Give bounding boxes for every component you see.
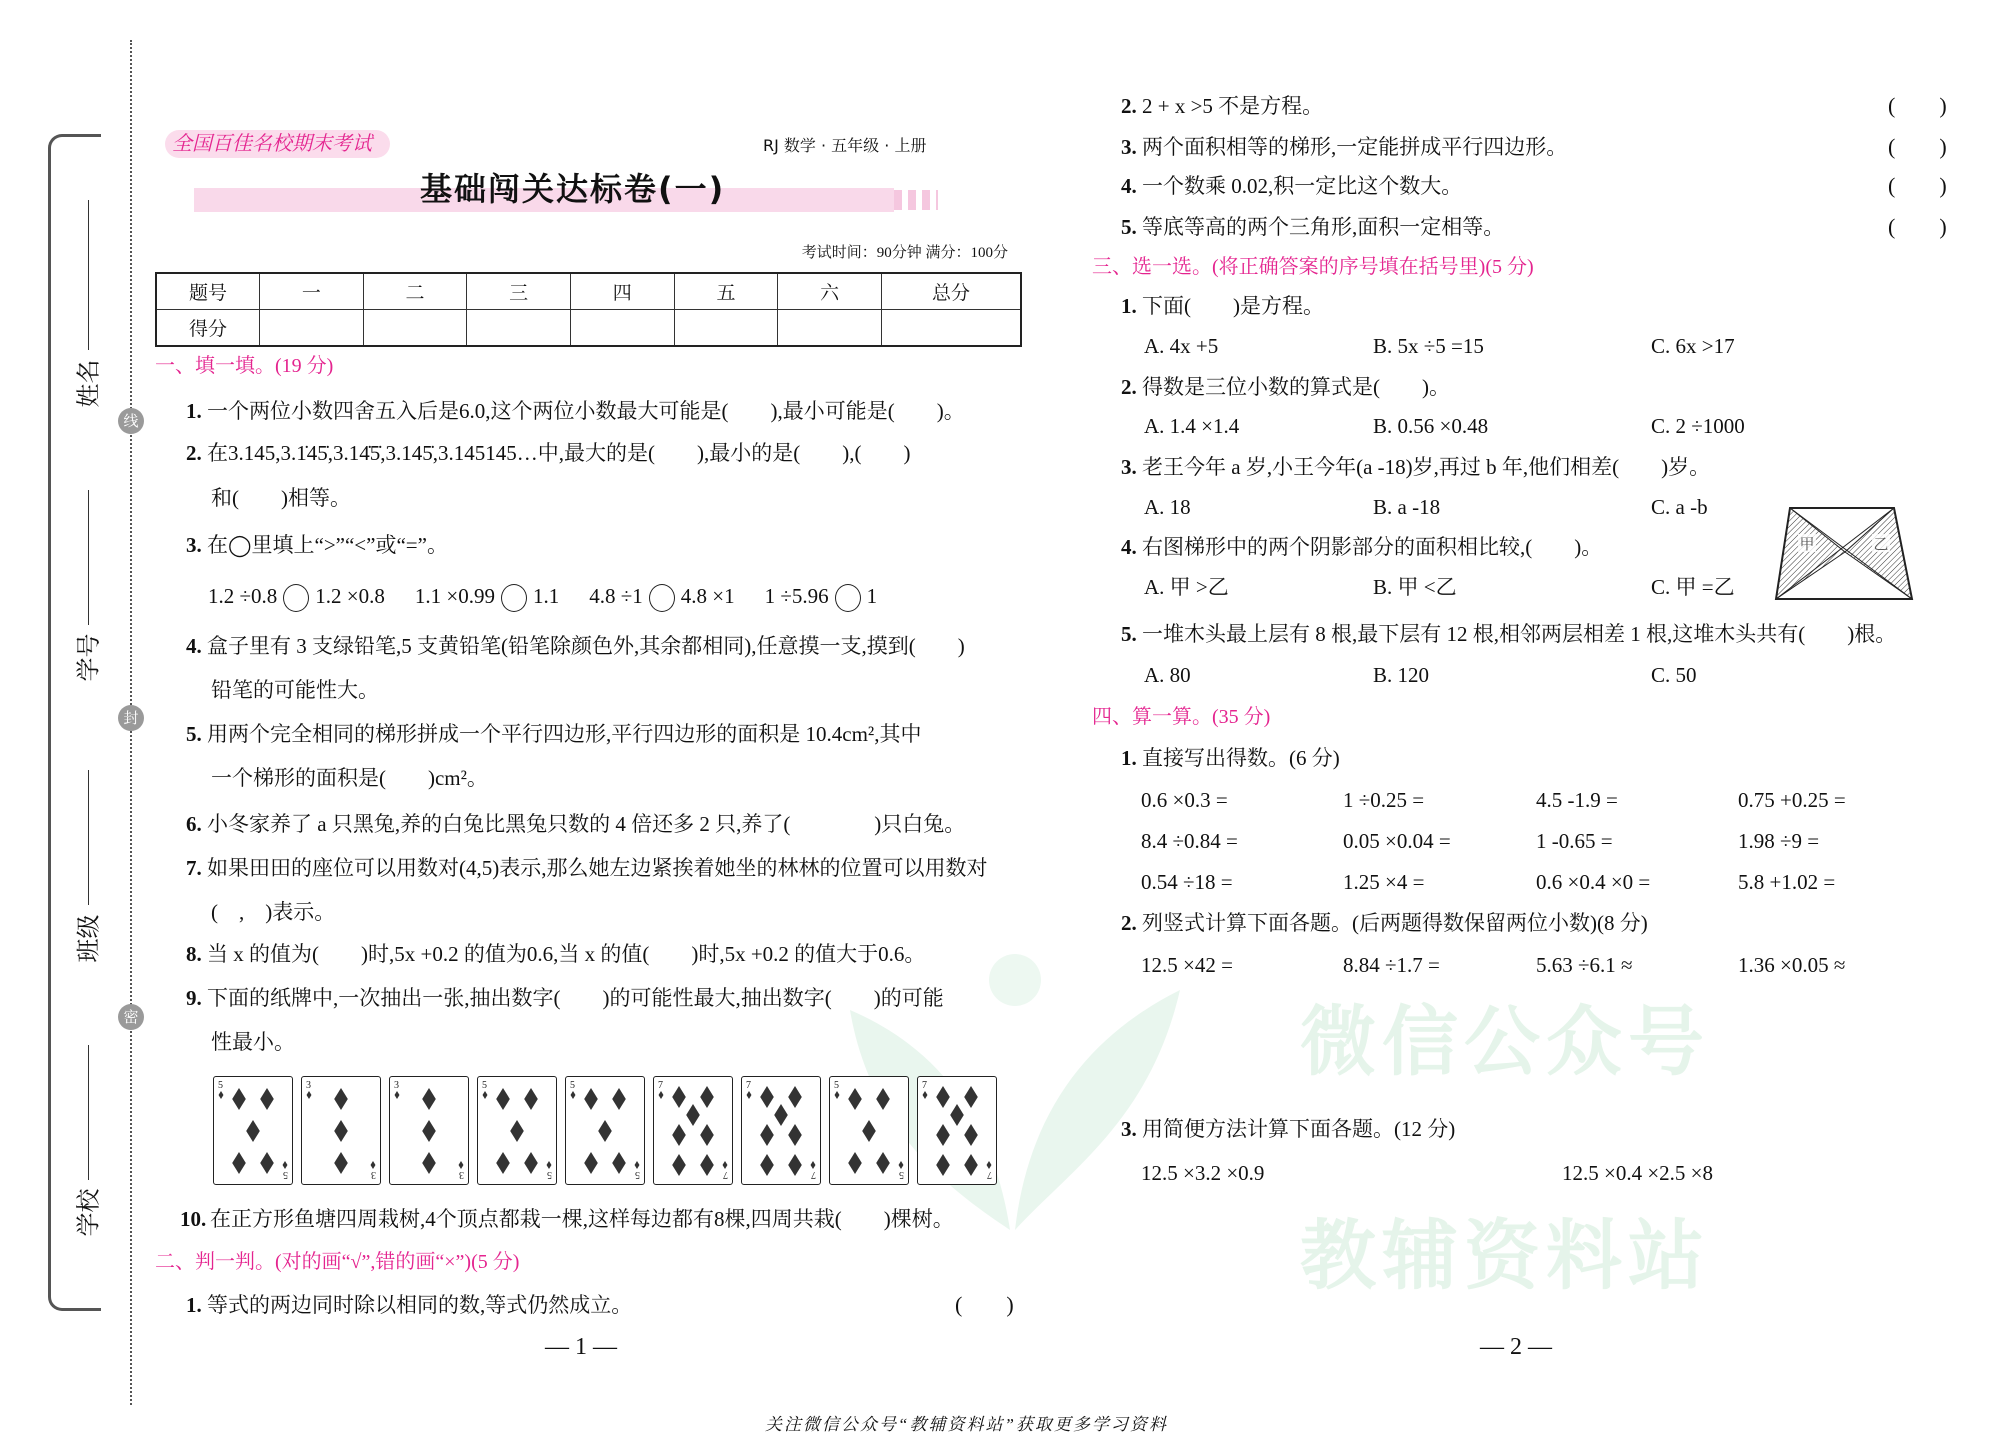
option-b[interactable]: B. 5x ÷5 =15 [1373,334,1484,358]
question-text: 得数是三位小数的算式是( )。 [1142,375,1450,399]
vertical-calc-item: 5.63 ÷6.1 ≈ [1536,953,1633,977]
question-text: 用简便方法计算下面各题。(12 分) [1142,1117,1456,1141]
mental-math-item: 0.75 +0.25 = [1738,788,1846,812]
simplify-calc-item: 12.5 ×0.4 ×2.5 ×8 [1562,1161,1714,1185]
question-number: 5. [186,722,202,746]
answer-blank[interactable]: ( ) [1888,214,1947,239]
compare-right: 1.1 [532,584,560,608]
svg-text:5: 5 [635,1169,640,1180]
question-text: 下面的纸牌中,一次抽出一张,抽出数字( )的可能性最大,抽出数字( )的可能 [207,986,944,1010]
mental-math-item: 1 -0.65 = [1536,829,1613,853]
answer-blank[interactable]: ( ) [955,1292,1014,1317]
compare-left: 1.1 ×0.99 [414,584,495,608]
question-text: 在3.145,3.1̇45̇,3.14̇5̇,3.145̇,3.145145…中,最大的是( ),最小的是( ),( ) [207,441,911,465]
page-title: 基础闯关达标卷(一) [420,170,726,208]
question-text: 等式的两边同时除以相同的数,等式仍然成立。 [207,1293,633,1317]
question-number: 2. [1121,911,1137,935]
question-number: 3. [1121,135,1137,159]
card-value: 5 [834,1080,839,1091]
section-heading: 一、填一填。(19 分) [155,355,334,377]
question-text: 当 x 的值为( )时,5x +0.2 的值为0.6,当 x 的值( )时,5x +0.2 的值大于0.6。 [207,942,926,966]
compare-item [765,584,878,612]
name-label: 姓名 [74,359,103,408]
card-value: 5 [218,1080,223,1091]
page-number: — 2 — [1480,1334,1552,1360]
question-number: 4. [186,634,202,658]
question-text: 在◯里填上“>”“<”或“=”。 [207,533,448,557]
score-cell[interactable] [467,310,571,347]
svg-text:5: 5 [283,1169,288,1180]
column-header: 二 [363,273,467,310]
question-number: 3. [1121,455,1137,479]
column-header: 总分 [882,273,1022,310]
playing-card [301,1076,381,1185]
class-label: 班级 [74,914,103,963]
column-header: 三 [467,273,571,310]
card-value: 5 [482,1080,487,1091]
score-table [155,272,1022,347]
school-label: 学校 [74,1188,103,1237]
section-heading: 四、算一算。(35 分) [1092,706,1271,728]
playing-card [653,1076,733,1185]
label-jia: 甲 [1799,537,1815,553]
title-band-pattern [894,190,938,210]
card-value: 5 [570,1080,575,1091]
compare-item [415,584,559,612]
svg-text:5: 5 [547,1169,552,1180]
student-id-label: 学号 [74,633,103,682]
card-value: 7 [746,1080,751,1091]
mental-math-item: 0.6 ×0.3 = [1141,788,1228,812]
mental-math-item: 0.54 ÷18 = [1141,870,1233,894]
playing-card [477,1076,557,1185]
question-number: 1. [1121,746,1137,770]
card-value: 7 [922,1080,927,1091]
column-header: 六 [778,273,882,310]
answer-blank[interactable]: ( ) [1888,173,1947,198]
playing-card [213,1076,293,1185]
question-number: 6. [186,812,202,836]
mental-math-item: 1.98 ÷9 = [1738,829,1820,853]
question-text: 老王今年 a 岁,小王今年(a -18)岁,再过 b 年,他们相差( )岁。 [1142,455,1711,479]
question-text: 列竖式计算下面各题。(后两题得数保留两位小数)(8 分) [1142,911,1648,935]
question-number: 10. [180,1207,207,1231]
compare-left: 4.8 ÷1 [589,584,643,608]
compare-blank[interactable] [835,584,861,612]
score-cell[interactable] [363,310,467,347]
svg-text:7: 7 [987,1169,992,1180]
question-text: 2 + x >5 不是方程。 [1142,94,1324,118]
vertical-calc-item: 8.84 ÷1.7 = [1343,953,1440,977]
question-text: 一个数乘 0.02,积一定比这个数大。 [1142,174,1463,198]
question-number: 3. [186,533,202,557]
mental-math-item: 0.6 ×0.4 ×0 = [1536,870,1651,894]
option-c[interactable]: C. a -b [1651,495,1708,519]
score-cell[interactable] [260,310,364,347]
option-c[interactable]: C. 6x >17 [1651,334,1735,358]
question-text: 和( )相等。 [211,486,351,510]
question-text: 直接写出得数。(6 分) [1142,746,1340,770]
page-number: — 1 — [545,1334,617,1360]
question-text: 小冬家养了 a 只黑兔,养的白兔比黑兔只数的 4 倍还多 2 只,养了( )只白兔。 [207,812,966,836]
question-text: 等底等高的两个三角形,面积一定相等。 [1142,215,1505,239]
question-number: 4. [1121,174,1137,198]
exam-info: 考试时间：90分钟 满分：100分 [801,245,1008,261]
vertical-calc-item: 1.36 ×0.05 ≈ [1738,953,1846,977]
question-number: 2. [1121,375,1137,399]
mental-math-item: 4.5 -1.9 = [1536,788,1618,812]
playing-card [829,1076,909,1185]
compare-row [208,584,877,612]
seal-secret: 密 [118,1004,144,1030]
answer-blank[interactable]: ( ) [1888,134,1947,159]
question-text: 在正方形鱼塘四周栽树,4个顶点都栽一棵,这样每边都有8棵,四周共栽( )棵树。 [210,1207,954,1231]
svg-text:5: 5 [899,1169,904,1180]
simplify-calc-item: 12.5 ×3.2 ×0.9 [1141,1161,1265,1185]
question-number: 9. [186,986,202,1010]
student-id-field[interactable] [88,490,89,625]
mental-math-item: 1 ÷0.25 = [1343,788,1425,812]
trapezoid-figure [1772,504,1916,604]
svg-text:7: 7 [723,1169,728,1180]
svg-text:3: 3 [371,1169,376,1180]
compare-item [208,584,385,612]
svg-text:7: 7 [811,1169,816,1180]
mental-math-item: 5.8 +1.02 = [1738,870,1836,894]
question-number: 1. [186,1293,202,1317]
row-header: 得分 [156,310,260,347]
question-text: 铅笔的可能性大。 [211,678,379,702]
compare-left: 1.2 ÷0.8 [208,584,278,608]
shaded-region-yi [1845,508,1912,599]
question-text: 盒子里有 3 支绿铅笔,5 支黄铅笔(铅笔除颜色外,其余都相同),任意摸一支,摸到( ) [207,634,965,658]
question-number: 4. [1121,535,1137,559]
card-value: 7 [658,1080,663,1091]
vertical-calc-item: 12.5 ×42 = [1141,953,1233,977]
question-text: 用两个完全相同的梯形拼成一个平行四边形,平行四边形的面积是 10.4cm²,其中 [207,722,922,746]
footer-note: 关注微信公众号“教辅资料站”获取更多学习资料 [765,1415,1168,1434]
compare-item [589,584,734,612]
option-a[interactable]: A. 1.4 ×1.4 [1144,414,1240,438]
table-row [156,310,1021,347]
question-number: 1. [186,399,202,423]
question-text: 一堆木头最上层有 8 根,最下层有 12 根,相邻两层相差 1 根,这堆木头共有( )根。 [1142,622,1897,646]
score-cell[interactable] [778,310,882,347]
compare-blank[interactable] [501,584,527,612]
card-value: 3 [394,1080,399,1091]
score-cell[interactable] [882,310,1022,347]
option-a[interactable]: A. 甲 >乙 [1144,575,1229,599]
option-a[interactable]: A. 80 [1144,663,1191,687]
watermark-text: 教辅资料站 [1300,1211,1710,1300]
question-text: 一个梯形的面积是( )cm²。 [211,766,488,790]
column-header: 一 [260,273,364,310]
question-number: 7. [186,856,202,880]
playing-card [917,1076,997,1185]
playing-card [565,1076,645,1185]
question-number: 3. [1121,1117,1137,1141]
mental-math-item: 0.05 ×0.04 = [1343,829,1451,853]
binding-strip [48,134,101,1311]
column-header: 四 [570,273,674,310]
question-number: 5. [1121,622,1137,646]
option-c[interactable]: C. 2 ÷1000 [1651,414,1745,438]
score-cell[interactable] [674,310,778,347]
score-cell[interactable] [570,310,674,347]
label-yi: 乙 [1873,537,1889,553]
option-a[interactable]: A. 4x +5 [1144,334,1219,358]
option-b[interactable]: B. 甲 <乙 [1373,575,1457,599]
section-heading: 二、判一判。(对的画“√”,错的画“×”)(5 分) [155,1251,520,1273]
question-text: ( , )表示。 [211,900,336,924]
name-field[interactable] [88,200,89,350]
brand-text: 全国百佳名校期末考试 [172,133,372,155]
question-text: 一个两位小数四舍五入后是6.0,这个两位小数最大可能是( ),最小可能是( )。 [207,399,965,423]
column-header: 五 [674,273,778,310]
question-text: 下面( )是方程。 [1142,294,1324,318]
compare-right: 1 [866,584,878,608]
playing-card [389,1076,469,1185]
option-a[interactable]: A. 18 [1144,495,1191,519]
row-header: 题号 [156,273,260,310]
mental-math-item: 1.25 ×4 = [1343,870,1425,894]
question-number: 2. [1121,94,1137,118]
compare-right: 4.8 ×1 [680,584,735,608]
section-heading: 三、选一选。(将正确答案的序号填在括号里)(5 分) [1092,256,1534,278]
option-b[interactable]: B. 0.56 ×0.48 [1373,414,1489,438]
table-row [156,273,1021,310]
mental-math-item: 8.4 ÷0.84 = [1141,829,1238,853]
seal-line: 线 [118,408,144,434]
playing-card [741,1076,821,1185]
seal-seal: 封 [118,705,144,731]
question-number: 8. [186,942,202,966]
answer-blank[interactable]: ( ) [1888,93,1947,118]
question-number: 5. [1121,215,1137,239]
edition-text: RJ 数学 · 五年级 · 上册 [763,136,927,155]
option-b[interactable]: B. 120 [1373,663,1430,687]
question-text: 性最小。 [211,1030,295,1054]
option-c[interactable]: C. 50 [1651,663,1697,687]
class-field[interactable] [88,770,89,905]
option-b[interactable]: B. a -18 [1373,495,1441,519]
compare-left: 1 ÷5.96 [764,584,829,608]
option-c[interactable]: C. 甲 =乙 [1651,575,1735,599]
school-field[interactable] [88,1045,89,1180]
watermark-text: 微信公众号 [1300,997,1710,1086]
compare-blank[interactable] [283,584,309,612]
question-text: 右图梯形中的两个阴影部分的面积相比较,( )。 [1142,535,1603,559]
svg-text:3: 3 [459,1169,464,1180]
question-text: 如果田田的座位可以用数对(4,5)表示,那么她左边紧挨着她坐的林林的位置可以用数对 [207,856,988,880]
compare-blank[interactable] [649,584,675,612]
compare-right: 1.2 ×0.8 [315,584,385,608]
question-number: 1. [1121,294,1137,318]
question-text: 两个面积相等的梯形,一定能拼成平行四边形。 [1142,135,1568,159]
card-value: 3 [306,1080,311,1091]
question-number: 2. [186,441,202,465]
